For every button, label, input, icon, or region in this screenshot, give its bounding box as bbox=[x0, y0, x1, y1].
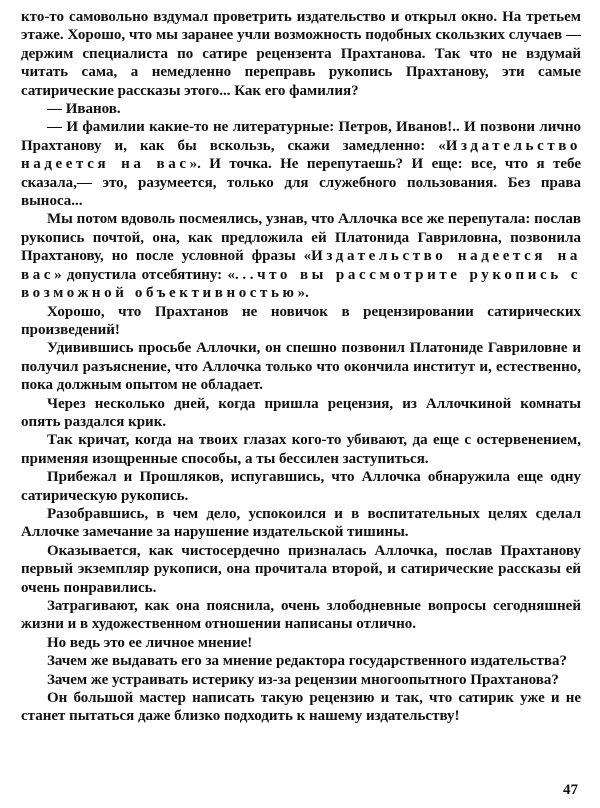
paragraph-8: Так кричат, когда на твоих глазах кого-то убивают, да еще с остервенением, применяя изощренные способы, а ты бессилен заступиться. bbox=[21, 432, 581, 467]
paragraph-3 bbox=[21, 118, 581, 210]
paragraph-4-part-1: Мы потом вдоволь посмеялись, узнав, что Аллочка все же перепутала: послав рукопись почтой, она, как предложила ей Платонида Гавриловна, позвонила Прахтанову, но после условной фразы « bbox=[21, 211, 581, 265]
paragraph-4 bbox=[21, 210, 581, 302]
paragraph-3-part-3: ». И точка. Не перепутаешь? И еще: все, что я тебе сказала,— это, разумеется, только для служебного пользования. Без права выноса... bbox=[21, 156, 581, 210]
page-number: 47 bbox=[563, 782, 578, 798]
spaced-phrase: ...что вы рассмотрите рукопись с возможной объективностью bbox=[21, 266, 581, 302]
paragraph-1: кто-то самовольно вздумал проветрить издательство и открыл окно. На третьем этаже. Хорошо, что мы заранее учли возможность подобных скользких случаев — держим специалиста по сатире рецензента Прахтанова. Так что не вздумай читать сама, а немедленно переправь рукопись Прахтанову, эти самые сатирические рассказы этого... Как его фамилия? bbox=[21, 9, 581, 99]
paragraph-12: Затрагивают, как она пояснила, очень злободневные вопросы сегодняшней жизни и в художественном отношении написаны отлично. bbox=[21, 598, 581, 633]
paragraph-16: Он большой мастер написать такую рецензию и так, что сатирик уже и не станет пытаться даже близко подходить к нашему издательству! bbox=[21, 690, 581, 725]
paragraph-4-part-5: ». bbox=[297, 285, 309, 302]
paragraph-14: Зачем же выдавать его за мнение редактора государственного издательства? bbox=[47, 653, 568, 670]
page-body bbox=[21, 8, 581, 726]
paragraph-11: Оказывается, как чистосердечно призналась Аллочка, послав Прахтанову первый экземпляр рукописи, она прочитала второй, и сатирические рассказы ей очень понравились. bbox=[21, 542, 581, 596]
paragraph-13: Но ведь это ее личное мнение! bbox=[47, 634, 253, 651]
paragraph-15: Зачем же устраивать истерику из-за рецензии многоопытного Прахтанова? bbox=[47, 671, 559, 688]
paragraph-10: Разобравшись, в чем дело, успокоился и в воспитательных целях сделал Аллочке замечание за нарушение издательской тишины. bbox=[21, 505, 581, 541]
paragraph-3-part-1: — И фамилии какие-то не литературные: Петров, Иванов!.. И позвони лично Прахтанову и, как бы вскользь, скажи замедленно: « bbox=[21, 119, 581, 154]
paragraph-6: Удивившись просьбе Аллочки, он спешно позвонил Платониде Гавриловне и получил разъяснение, что Аллочка только что окончила институт и, естественно, пока должным опытом не обладает. bbox=[21, 340, 581, 394]
spaced-phrase: Издательство надеется на вас bbox=[21, 248, 581, 283]
paragraph-7: Через несколько дней, когда пришла рецензия, из Аллочкиной комнаты опять раздался крик. bbox=[21, 395, 581, 430]
paragraph-2: — Иванов. bbox=[47, 101, 121, 118]
spaced-phrase: Издательство надеется на вас bbox=[21, 137, 581, 173]
paragraph-4-part-3: » допустила отсебятину: « bbox=[54, 266, 236, 283]
paragraph-5: Хорошо, что Прахтанов не новичок в рецензировании сатирических произведений! bbox=[21, 303, 581, 338]
paragraph-9: Прибежал и Прошляков, испугавшись, что Аллочка обнаружила еще одну сатирическую рукопись. bbox=[21, 469, 581, 504]
